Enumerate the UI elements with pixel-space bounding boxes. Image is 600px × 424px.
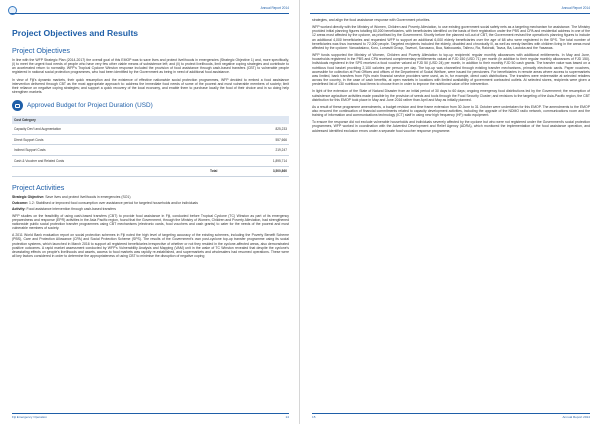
right-paragraph-6: To ensure the response did not exclude vulnerable households and individuals severely affected by the cyclone but who were not registered under the Government's social protection programmes, WFP worked in coordination with the Adventist Development and Relief Agency (ADRA), which monitored the implementation of the food assistance operation, and addressed identified exclusion errors under a separate food voucher response programme. (312, 120, 590, 133)
right-paragraph-4: In light of the extension of the State of Natural Disaster from an initial period of 30 days to 60 days; ongoing emergency food distributions led by the Government; the resumption of subsistence agriculture activities made possible by the provision of seeds and tools through the Food Security Cluster; and revisions to the targeting of the Asia-Pacific region, the CBT distribution for this EMOP took place in May and June 2016 rather than April and May as initially planned. (312, 89, 591, 102)
right-content (312, 18, 590, 136)
left-page-header: Annual Report 2014 (260, 6, 289, 10)
right-footer (312, 415, 590, 419)
strategic-text: Save lives and protect livelihoods in emergencies (SO1) (45, 195, 131, 200)
strategic-label: Strategic Objective: (12, 195, 45, 200)
outcome-label: Outcome: (12, 200, 29, 205)
table-header-value (219, 116, 289, 124)
row-label: Capacity Dev't and Augmentation (12, 124, 219, 134)
row-label: Indirect Support Costs (12, 145, 219, 156)
left-footer-text: Fiji Emergency Operation (12, 415, 47, 419)
row-value: 1,895,714 (219, 156, 289, 167)
total-label: Total (12, 166, 219, 177)
total-value: 3,500,860 (219, 166, 289, 177)
outcome-line (12, 201, 289, 205)
table-header-cost-category: Cost Category (12, 116, 219, 124)
right-paragraph-1: strategies, and align the food assistance response with Government priorities. (312, 18, 431, 22)
table-row (12, 156, 289, 167)
left-content (12, 16, 289, 261)
table-row (12, 124, 289, 134)
strategic-objective-line (12, 195, 289, 199)
activity-line (12, 207, 289, 211)
row-label: Direct Support Costs (12, 134, 219, 145)
activity-label: Activity: (12, 206, 26, 211)
budget-table (12, 116, 289, 177)
page-title: Project Objectives and Results (12, 28, 139, 38)
table-total-row (12, 166, 289, 177)
outcome-text: 1.2: Stabilised or improved food consumption over assistance period for targeted households and/or individuals (29, 200, 198, 205)
budget-title-text: Approved Budget for Project Duration (USD) (27, 102, 153, 110)
row-value: 219,247 (219, 145, 289, 156)
table-row (12, 134, 289, 145)
objectives-paragraph-1: In line with the WFP Strategic Plan (2014-2017) the overall goal of this EMOP was to save lives and protect livelihoods in emergencies (Strategic Objective 1) and, more specifically, (i) to meet the urgent food needs of people who have very few other viable means of subsistence left; and (ii) to protect livelihoods, limit negative coping strategies and contribute to an accelerated return to normality. WFP's Tropical Cyclone Winston response included the provision of food assistance through cash-based transfers (CBT) to vulnerable people registered in national social protection programmes, who had been identified by the Government as being in need of additional food assistance. (12, 58, 289, 75)
budget-title (12, 100, 289, 111)
objectives-heading: Project Objectives (12, 46, 70, 55)
objectives-paragraph-2: In view of Fiji's dynamic markets, their quick resumption and the existence of effective nationwide social protection programmes, WFP decided to embed a food assistance intervention delivered through CBT as the most appropriate approach to: address the immediate food needs of some of the poorest and most vulnerable members of society; limit their reliance on negative coping strategies; and support a quick recovery of the local economy, and enable them to purchase locally the food of their choice and in so doing help strengthen markets. (12, 77, 289, 95)
activities-paragraph-2: A 2011 World Bank evaluation report on social protection schemes in Fiji noted the high level of targeting accuracy of the existing schemes, including the Poverty Benefit Scheme (PBS), Care and Protection Allowance (CPA) and Social Protection Scheme (SPS). The results of the Government's own post-cyclone top-up transfer programme using its social protection systems, which launched in March 2016 to support all registered beneficiaries irrespective of whether or not they resided in the cyclone-affected areas, also demonstrated positive outcomes. A rapid market assessment conducted by WFP's Vulnerability Analysis and Mapping (VAM) unit in the wake of TC Winston revealed that despite the cyclone's devastating effects on people's livelihoods and assets, access to food markets was rapidly re-established, and supermarkets and wholesalers had resumed operations. These were all key factors considered in order to determine the appropriateness of using CBT to minimise the disruption of negative coping (12, 233, 289, 259)
activities-heading: Project Activities (12, 183, 65, 193)
right-page (300, 0, 600, 424)
right-page-number: 15 (312, 415, 316, 419)
table-row (12, 145, 289, 156)
left-page-number: 14 (285, 415, 289, 419)
right-page-header: Annual Report 2014 (561, 6, 590, 10)
activity-text: Food assistance intervention through cash-based transfers (26, 206, 116, 211)
row-label: Cash & Voucher and Related Costs (12, 156, 219, 167)
right-footer-text: Annual Report 2014 (562, 415, 590, 419)
header-rule (310, 13, 590, 14)
left-footer (12, 415, 289, 419)
right-paragraph-2: WFP worked directly with the Ministry of Women, Children and Poverty Alleviation, to use existing government social safety nets as a targeting mechanism for assistance. The Ministry provided initial planning figures totalling 60,000 beneficiaries, with beneficiaries identified on the basis of their registration under the PBS and CPA and residential address in one of the 12 areas most affected by the cyclone, as prioritised by the Government. Shortly before the planned roll-out of CBT, the Government revised the operation's planning figures to include an additional 4,000 beneficiaries and requested WFP to support an additional 6,000 elderly beneficiaries over the age of 68 who were registered in the SPS. The total number of beneficiaries was thus increased to 72,000 people. Targeted recipients included the elderly, disabled and chronically ill, as well as needy families with children living in the areas most affected by the cyclone: Vanuabalavu, Koro, Lomaviti Group, Taveuni, Savusavu, Bua, Nabouwalu, Tailevu, Ra, Rakiraki, Tavua, Ba, Lautoka and the Yasawas. (312, 25, 590, 50)
right-paragraph-5: As a result of these programme amendments, a budget revision and time frame extension from 30 June to 31 October were undertaken for this EMOP. The amendments to the EMOP also ensured the continuation of financial commitments related to capacity development activities, including the upgrade of the NDMO radio network, communications room and the training of information and communications technology (ICT) staff in using new high frequency (HF) radio equipment. (312, 104, 590, 118)
row-value: 557,666 (219, 134, 289, 145)
budget-money-icon (12, 100, 23, 111)
activities-paragraph-1: WFP studies on the feasibility of using cash-based transfers (CBT) to provide food assistance in Fiji, conducted before Tropical Cyclone (TC) Winston as part of its emergency preparedness and response (EPR) activities in the Asia Pacific region, found that the Government, through the Ministry of Women, Children and Poverty Alleviation, had strengthened nationwide public social protection transfer programmes using CBT mechanisms (electronic cards, food vouchers and cash grants) to cater for the needs of the poorest and most vulnerable members of society. (12, 213, 289, 231)
right-paragraph-3: WFP funds supported the Ministry of Women, Children and Poverty Alleviation to top-up recipients' regular monthly allowances with additional entitlements. In May and June, households registered in the PBS and CPA received complementary entitlements valued at FJD 150 (USD 71) per month (in addition to their regular monthly allowances of FJD 150). Individuals registered in the SPS received a food voucher valued at FJD 50 (USD 24) per month, in addition to their monthly FJD 50 cash grants. The transfer value was based on a nutritious food basket providing 2,100 calories per person per day. The top-up was channelled through existing transfer mechanisms, primarily electronic cards. Paper vouchers, accessible for collection at Post Offices and offices of the Department of Social Welfare, were issued for pensioners. For beneficiaries in remote areas where access to supermarkets was limited, bank transfers from Fiji's main financial service providers were used, as in, for example, direct cash distributions. The transfers were redeemable at selected retailers across the country, in the case of cash benefits, at open markets in locations with limited availability of government contracted outlets. At selected stores, recipients were given a predefined list of 130 nutritious food items to choose from in order to improve the nutritional value of the intervention. (312, 53, 590, 87)
header-rule (10, 13, 289, 14)
row-value: 825,233 (219, 124, 289, 134)
